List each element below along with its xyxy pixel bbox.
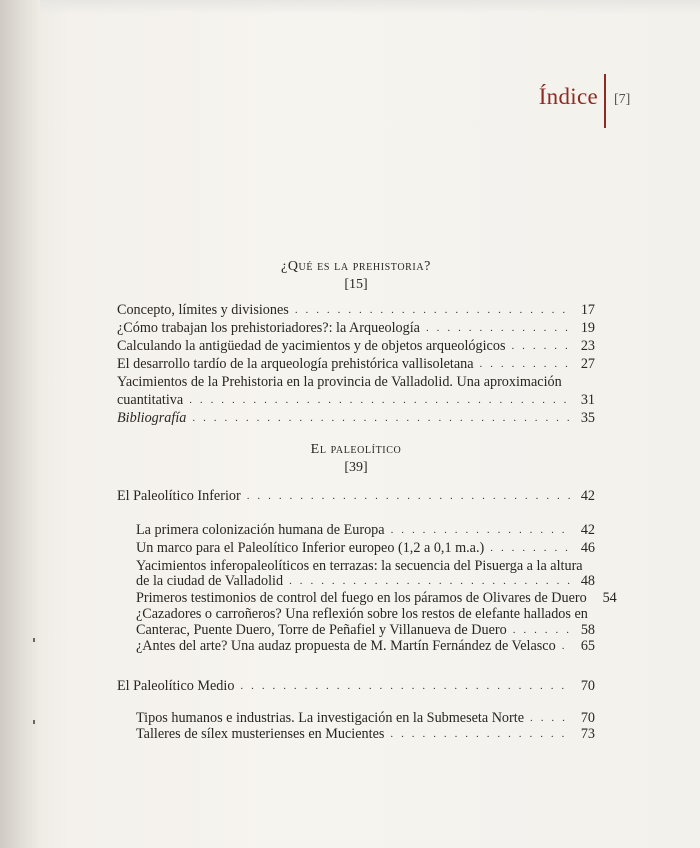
toc-entry-page: 58 — [580, 622, 595, 638]
section-title: ¿Qué es la prehistoria? — [281, 259, 431, 274]
section-page: [15] — [344, 277, 368, 292]
toc-entry — [117, 302, 595, 318]
toc-entry-label: Un marco para el Paleolítico Inferior europeo (1,2 a 0,1 m.a.) — [136, 540, 485, 556]
toc-group-page: 42 — [580, 488, 595, 504]
dot-leader — [511, 338, 571, 354]
toc-group-label: El Paleolítico Inferior — [117, 488, 241, 504]
toc-group-entry — [117, 678, 595, 694]
dot-leader — [530, 710, 571, 726]
toc-entry — [117, 410, 595, 426]
margin-mark — [33, 720, 35, 724]
toc-entry — [117, 320, 595, 336]
dot-leader — [189, 392, 571, 408]
dot-leader — [295, 302, 571, 318]
dot-leader — [391, 522, 571, 538]
toc-entry-continuation: Canterac, Puente Duero, Torre de Peñafiel y Villanueva de Duero — [136, 622, 507, 638]
toc-entry-label: Bibliografía — [117, 410, 187, 426]
toc-entry — [117, 338, 595, 354]
toc-entry-page: 23 — [580, 338, 595, 354]
section-heading-paleolitico — [116, 441, 596, 477]
toc-entry-label: El desarrollo tardío de la arqueología prehistórica vallisoletana — [117, 356, 474, 372]
dot-leader — [562, 638, 571, 654]
toc-entry — [136, 638, 595, 654]
toc-entry-continuation: de la ciudad de Valladolid — [136, 573, 284, 589]
toc-entry-page: 42 — [580, 522, 595, 538]
toc-entry-label: ¿Antes del arte? Una audaz propuesta de M. Martín Fernández de Velasco — [136, 638, 556, 654]
toc-entry-label: ¿Cazadores o carroñeros? Una reflexión sobre los restos de elefante hallados en — [136, 606, 588, 622]
dot-leader — [289, 573, 571, 589]
section-heading-prehistoria — [116, 258, 596, 294]
toc-entry-label: La primera colonización humana de Europa — [136, 522, 385, 538]
toc-entry-page: 65 — [580, 638, 595, 654]
dot-leader — [480, 356, 571, 372]
toc-entry-label: Tipos humanos e industrias. La investigación en la Submeseta Norte — [136, 710, 524, 726]
page-title: Índice — [538, 84, 598, 109]
toc-entry-page: 48 — [580, 573, 595, 589]
page-top-edge — [40, 0, 700, 14]
toc-entry-page: 73 — [580, 726, 595, 742]
margin-mark — [33, 638, 35, 642]
toc-group-page: 70 — [580, 678, 595, 694]
toc-entry-label: ¿Cómo trabajan los prehistoriadores?: la Arqueología — [117, 320, 420, 336]
toc-entry-page: 35 — [580, 410, 595, 426]
toc-entry-label: Yacimientos inferopaleolíticos en terrazas: la secuencia del Pisuerga a la altura — [136, 558, 583, 574]
dot-leader — [192, 410, 571, 426]
dot-leader — [240, 678, 571, 694]
toc-entry-page: 70 — [580, 710, 595, 726]
dot-leader — [390, 726, 571, 742]
toc-entry — [136, 726, 595, 742]
toc-entry — [136, 710, 595, 726]
toc-entry — [136, 522, 595, 538]
toc-entry-label: Concepto, límites y divisiones — [117, 302, 289, 318]
toc-entry — [136, 622, 595, 638]
toc-entry-page: 46 — [580, 540, 595, 556]
toc-group-entry — [117, 488, 595, 504]
toc-entry — [136, 590, 617, 606]
dot-leader — [426, 320, 571, 336]
page-number: [7] — [614, 92, 631, 107]
toc-entry — [136, 540, 595, 556]
toc-entry — [117, 356, 595, 372]
dot-leader — [247, 488, 571, 504]
toc-entry-page: 31 — [580, 392, 595, 408]
toc-entry-page: 54 — [602, 590, 617, 606]
section-title: El paleolítico — [310, 442, 402, 457]
toc-entry-page: 19 — [580, 320, 595, 336]
toc-entry — [136, 573, 595, 589]
toc-entry-label: Primeros testimonios de control del fuego en los páramos de Olivares de Duero — [136, 590, 587, 606]
section-page: [39] — [344, 460, 368, 475]
dot-leader — [513, 622, 571, 638]
toc-entry-label: Calculando la antigüedad de yacimientos y de objetos arqueológicos — [117, 338, 506, 354]
toc-entry-page: 17 — [580, 302, 595, 318]
toc-entry-continuation: cuantitativa — [117, 392, 184, 408]
toc-entry-label: Talleres de sílex musterienses en Mucientes — [136, 726, 385, 742]
header-divider — [604, 74, 606, 128]
toc-entry-page: 27 — [580, 356, 595, 372]
toc-entry — [117, 392, 595, 408]
dot-leader — [490, 540, 571, 556]
toc-entry-label: Yacimientos de la Prehistoria en la provincia de Valladolid. Una aproximación — [117, 374, 562, 390]
toc-group-label: El Paleolítico Medio — [117, 678, 235, 694]
